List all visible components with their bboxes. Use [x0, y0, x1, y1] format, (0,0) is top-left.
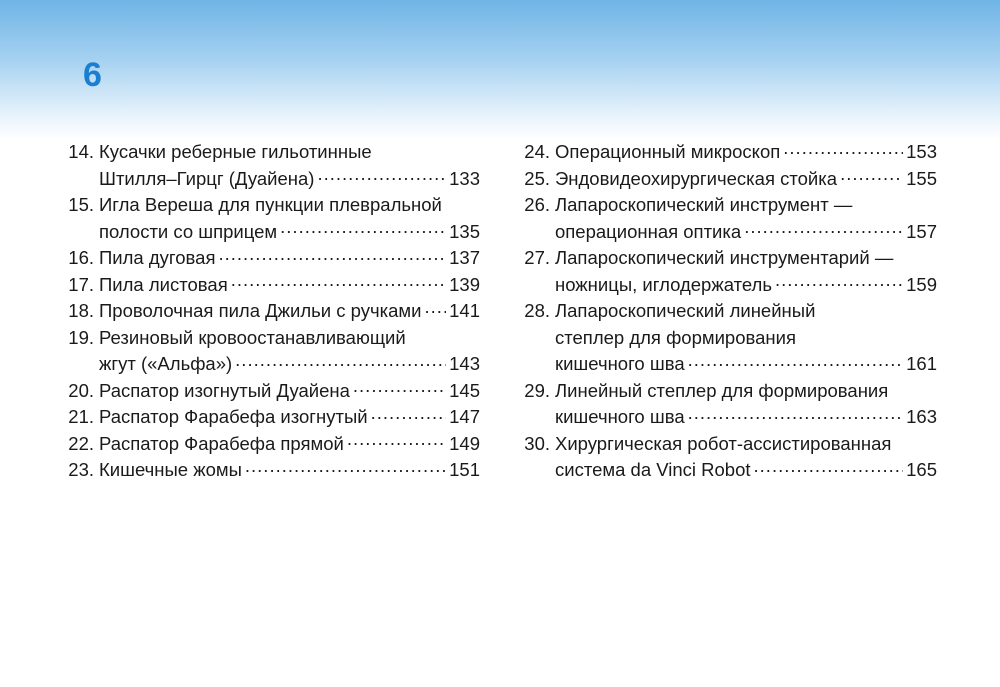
toc-entry[interactable]: [60, 298, 480, 325]
toc-entry-number: 20.: [68, 379, 94, 401]
toc-entry[interactable]: [516, 139, 937, 166]
toc-entry-title: Кишечные жомы: [99, 459, 242, 480]
dot-leader: [231, 272, 446, 291]
toc-entry-title: Пила листовая: [99, 273, 228, 295]
toc-entry-line: [516, 431, 937, 458]
dot-leader: [347, 431, 446, 450]
toc-entry-line: [60, 298, 480, 325]
toc-entry-line: [60, 192, 480, 219]
toc-entry[interactable]: [516, 192, 937, 245]
dot-leader: [317, 166, 446, 185]
toc-entry-title: Лапароскопический инструмент —: [555, 194, 853, 215]
dot-leader: [353, 378, 446, 397]
toc-entry-line: [60, 272, 480, 299]
toc-entry-line: [60, 351, 480, 378]
toc-entry-number: 23.: [68, 459, 94, 480]
toc-entry-page: 163: [906, 406, 937, 427]
toc-entry-title: Лапароскопический линейный: [555, 300, 816, 321]
toc-entry-page: 159: [906, 273, 937, 295]
dot-leader: [688, 405, 904, 424]
toc-entry-number: 21.: [68, 406, 94, 427]
toc-entry-title: Резиновый кровоостанавливающий: [99, 326, 406, 348]
toc-entry-line: [60, 219, 480, 246]
toc-entry-line: [516, 378, 937, 405]
toc-entry[interactable]: [60, 378, 480, 405]
toc-entry-title: Эндовидеохирургическая стойка: [555, 167, 838, 189]
toc-entry-page: 161: [906, 353, 937, 374]
toc-entry-line: [516, 298, 937, 325]
toc-entry-number: 18.: [68, 300, 94, 321]
toc-entry-page: 143: [449, 353, 480, 374]
toc-entry-line: [60, 139, 480, 166]
toc-entry-title: Пила дуговая: [99, 247, 216, 268]
toc-entry-title: Кусачки реберные гильотинные: [99, 141, 372, 162]
dot-leader: [783, 140, 903, 159]
toc-entry[interactable]: [60, 457, 480, 484]
toc-entry-number: 15.: [68, 194, 94, 215]
toc-entry-title: Распатор Фарабефа прямой: [99, 432, 344, 454]
dot-leader: [371, 405, 447, 424]
toc-entry-number: 29.: [524, 379, 550, 401]
dot-leader: [688, 352, 904, 371]
toc-entry[interactable]: [516, 245, 937, 298]
page-number: 6: [83, 56, 102, 94]
dot-leader: [245, 458, 446, 477]
toc-entry-page: 153: [906, 141, 937, 162]
toc-entry-title: Операционный микроскоп: [555, 141, 781, 162]
toc-entry-title: Распатор Фарабефа изогнутый: [99, 406, 368, 427]
toc-entry-line: [60, 431, 480, 458]
toc-entry-number: 19.: [68, 326, 94, 348]
toc-entry-title: Распатор изогнутый Дуайена: [99, 379, 350, 401]
toc-entry-page: 151: [449, 459, 480, 480]
toc-entry[interactable]: [60, 325, 480, 378]
toc-entry-line: [516, 272, 937, 299]
toc-entry[interactable]: [60, 272, 480, 299]
toc-entry-title: степлер для формирования: [555, 326, 796, 348]
toc-entry-number: 26.: [524, 194, 550, 215]
dot-leader: [840, 166, 903, 185]
toc-entry-title: Лапароскопический инструментарий —: [555, 247, 894, 268]
toc-right-column: [516, 139, 937, 484]
toc-entry-title: Штилля–Гирцг (Дуайена): [99, 167, 315, 189]
dot-leader: [235, 352, 446, 371]
toc-entry-line: [60, 325, 480, 352]
toc-entry-number: 28.: [524, 300, 550, 321]
dot-leader: [775, 272, 903, 291]
toc-entry[interactable]: [516, 431, 937, 484]
toc-entry-line: [516, 166, 937, 193]
toc-entry-line: [516, 404, 937, 431]
toc-entry-line: [516, 139, 937, 166]
toc-entry-page: 147: [449, 406, 480, 427]
toc-entry-line: [60, 404, 480, 431]
toc-entry-title: ножницы, иглодержатель: [555, 273, 772, 295]
toc-entry-page: 149: [449, 432, 480, 454]
toc-entry-page: 157: [906, 220, 937, 242]
toc-entry-page: 137: [449, 247, 480, 268]
toc-entry-title: полости со шприцем: [99, 220, 278, 242]
toc-entry[interactable]: [516, 378, 937, 431]
toc-entry-line: [60, 378, 480, 405]
toc-entry-page: 133: [449, 167, 480, 189]
dot-leader: [744, 219, 903, 238]
toc-entry[interactable]: [60, 192, 480, 245]
toc-entry-number: 16.: [68, 247, 94, 268]
toc-entry-number: 30.: [524, 432, 550, 454]
toc-entry-title: кишечного шва: [555, 406, 685, 427]
toc-entry-title: Линейный степлер для формирования: [555, 379, 889, 401]
header-gradient-band: [0, 0, 1000, 140]
toc-entry-title: система da Vinci Robot: [555, 459, 751, 480]
toc-entry-number: 24.: [524, 141, 550, 162]
toc-entry-number: 27.: [524, 247, 550, 268]
toc-entry-page: 141: [449, 300, 480, 321]
toc-entry-line: [516, 245, 937, 272]
toc-entry-title: операционная оптика: [555, 220, 742, 242]
dot-leader: [218, 246, 446, 265]
toc-entry-number: 14.: [68, 141, 94, 162]
toc-entry-page: 145: [449, 379, 480, 401]
toc-entry[interactable]: [516, 166, 937, 193]
toc-entry[interactable]: [60, 431, 480, 458]
toc-entry-line: [60, 457, 480, 484]
toc-entry-number: 17.: [68, 273, 94, 295]
toc-entry-title: Хирургическая робот-ассистированная: [555, 432, 892, 454]
toc-entry-line: [60, 245, 480, 272]
toc-entry-page: 165: [906, 459, 937, 480]
toc-entry-number: 22.: [68, 432, 94, 454]
dot-leader: [425, 299, 447, 318]
toc-entry-number: 25.: [524, 167, 550, 189]
toc-left-column: [60, 139, 480, 484]
toc-entry-page: 139: [449, 273, 480, 295]
toc-entry[interactable]: [516, 298, 937, 378]
toc-entry[interactable]: [60, 139, 480, 192]
toc-entry[interactable]: [60, 404, 480, 431]
toc-entry-line: [516, 457, 937, 484]
dot-leader: [280, 219, 446, 238]
toc-entry-page: 155: [906, 167, 937, 189]
toc-entry-line: [516, 351, 937, 378]
toc-entry-title: Игла Вереша для пункции плевральной: [99, 194, 442, 215]
toc-entry-line: [516, 219, 937, 246]
toc-entry-line: [60, 166, 480, 193]
toc-entry[interactable]: [60, 245, 480, 272]
toc-entry-page: 135: [449, 220, 480, 242]
toc-entry-line: [516, 192, 937, 219]
toc-entry-title: Проволочная пила Джильи с ручками: [99, 300, 422, 321]
toc-entry-line: [516, 325, 937, 352]
dot-leader: [754, 458, 904, 477]
toc-entry-title: жгут («Альфа»): [99, 353, 233, 374]
toc-entry-title: кишечного шва: [555, 353, 685, 374]
